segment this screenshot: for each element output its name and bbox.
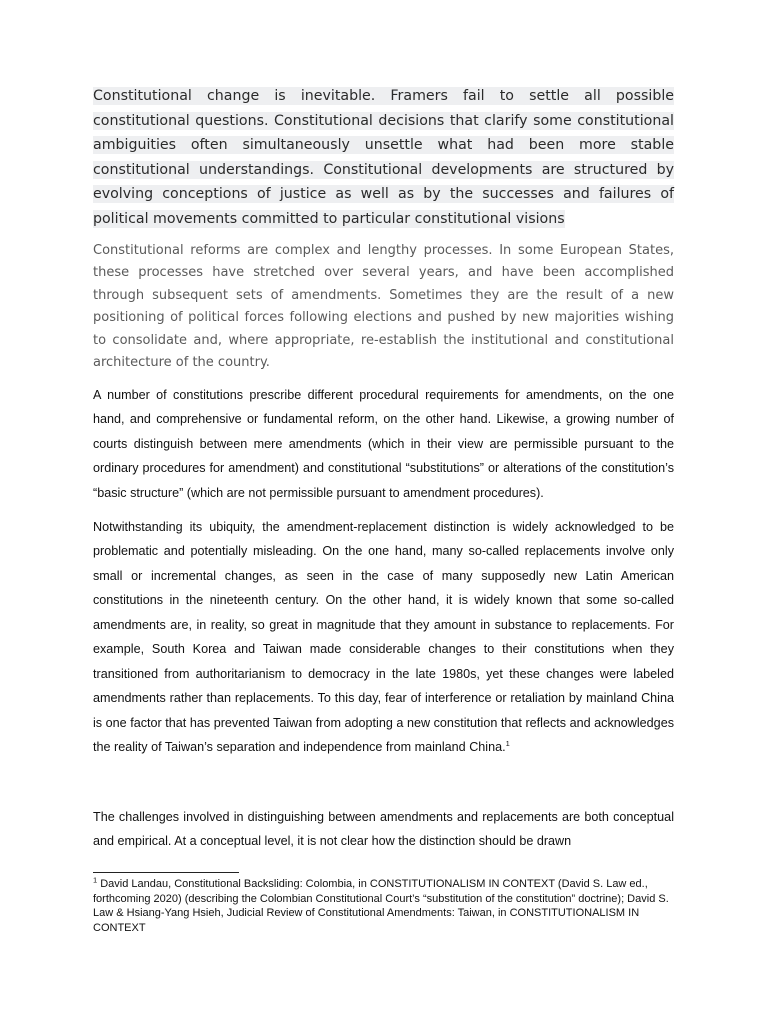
footnote-separator — [93, 872, 239, 873]
footnote — [93, 877, 674, 935]
paragraph-challenges: The challenges involved in distinguishing between amendments and replacements are both conceptual and empirical. At a conceptual level, it is not clear how the distinction should be drawn — [93, 810, 674, 849]
paragraph-amendment-replacement-text: Notwithstanding its ubiquity, the amendment-replacement distinction is widely acknowledged to be problematic and potentially misleading. On the one hand, many so-called replacements involve only small or incremental changes, as seen in the case of many supposedly new Latin American constitutions in the nineteenth century. On the other hand, it is widely known that some so-called amendments are, in reality, so great in magnitude that they amount in substance to replacements. For example, South Korea and Taiwan made considerable changes to their constitutions when they transitioned from authoritarianism to democracy in the late 1980s, yet these changes were labeled amendments rather than replacements. To this day, fear of interference or retaliation by mainland China is one factor that has prevented Taiwan from adopting a new constitution that reflects and acknowledges the reality of Taiwan’s separation and independence from mainland China. — [93, 520, 674, 755]
footnote-text: David Landau, Constitutional Backsliding: Colombia, in CONSTITUTIONALISM IN CONTEXT (David S. Law ed., forthcoming 2020) (describing the Colombian Constitutional Court’s “substitution of the constitution” doctrine); David S. Law & Hsiang-Yang Hsieh, Judicial Review of Constitutional Amendments: Taiwan, in CONSTITUTIONALISM IN CONTEXT — [93, 878, 669, 934]
footnote-reference[interactable]: 1 — [505, 738, 510, 748]
paragraph-procedural-requirements: A number of constitutions prescribe different procedural requirements for amendments, on the one hand, and comprehensive or fundamental reform, on the other hand. Likewise, a growing number of courts distinguish between mere amendments (which in their view are permissible pursuant to the ordinary procedures for amendment) and constitutional “substitutions” or alterations of the constitution’s “basic structure” (which are not permissible pursuant to amendment procedures). — [93, 388, 674, 500]
highlighted-paragraph-text: Constitutional change is inevitable. Framers fail to settle all possible constitutional questions. Constitutional decisions that clarify some constitutional ambiguities often simultaneously unsettle what had been more stable constitutional understandings. Constitutional developments are structured by evolving conceptions of justice as well as by the successes and failures of political movements committed to particular constitutional visions — [93, 88, 674, 227]
paragraph-amendment-replacement — [93, 515, 674, 760]
paragraph-constitutional-reforms: Constitutional reforms are complex and lengthy processes. In some European States, these processes have stretched over several years, and have been accomplished through subsequent sets of amendments. Sometimes they are the result of a new positioning of political forces following elections and pushed by new majorities wishing to consolidate and, where appropriate, re-establish the institutional and constitutional architecture of the country. — [93, 243, 674, 371]
highlighted-paragraph — [93, 84, 674, 231]
footnote-number: 1 — [93, 875, 98, 885]
